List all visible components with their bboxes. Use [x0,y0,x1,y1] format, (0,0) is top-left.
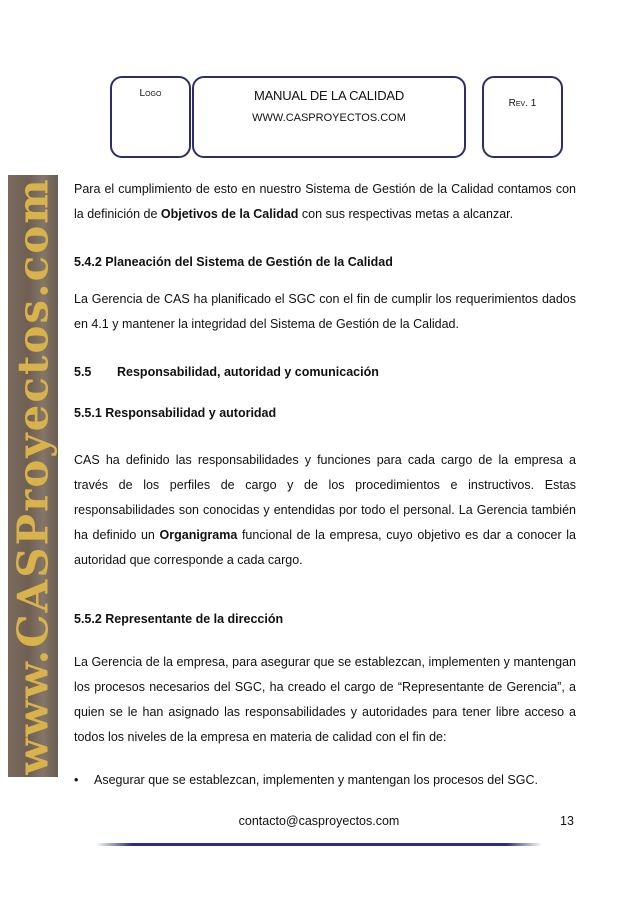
section-heading-5-5-1 [74,401,576,426]
revision-box [482,76,563,158]
heading-5-4-2: 5.4.2 Planeación del Sistema de Gestión de la Calidad [74,255,393,269]
paragraph-text: CAS ha definido las responsabilidades y funciones para cada cargo de la empresa a través de los perfiles de cargo y de los procedimientos e instructivos. Estas responsabilidades son conocidas y entendidas por todo el personal. La Gerencia también ha definido un [74,453,576,542]
paragraph-planeacion [74,287,576,337]
footer-divider [96,843,542,846]
bold-term-objetivos: Objetivos de la Calidad [160,207,299,221]
manual-title: MANUAL DE LA CALIDAD [253,88,405,103]
side-watermark-banner [8,175,58,777]
website-label: WWW.CASPROYECTOS.COM [252,112,406,124]
logo-label: Logo [139,88,162,99]
paragraph-text: con sus respectivas metas a alcanzar. [298,207,514,221]
heading-number: 5.5 [74,365,92,379]
footer-email: contacto@casproyectos.com [238,814,400,828]
bullet-list [74,768,576,793]
paragraph-representante [74,650,576,750]
paragraph-objetivos [74,177,576,227]
bold-term-organigrama: Organigrama [159,528,238,542]
bullet-icon: • [74,773,79,787]
section-heading-5-4-2 [74,250,576,275]
page-number: 13 [560,814,574,828]
heading-5-5: Responsabilidad, autoridad y comunicación [117,365,379,379]
heading-5-5-1: 5.5.1 Responsabilidad y autoridad [74,406,277,420]
heading-5-5-2: 5.5.2 Representante de la dirección [74,612,284,626]
paragraph-text: Para el cumplimiento de esto en nuestro Sistema de Gestión de la Calidad contamos con la definición de [74,182,576,221]
side-watermark-text: www.CASProyectos.com [8,177,58,775]
logo-box [110,76,191,158]
paragraph-responsabilidad [74,448,576,573]
paragraph-text: La Gerencia de CAS ha planificado el SGC con el fin de cumplir los requerimientos dados en 4.1 y mantener la integridad del Sistema de Gestión de la Calidad. [74,292,576,331]
revision-label: Rev. 1 [508,98,537,109]
paragraph-text: La Gerencia de la empresa, para asegurar que se establezcan, implementen y mantengan los procesos necesarios del SGC, ha creado el cargo de “Representante de Gerencia”, a quien se le han asignado las responsabilidades y autoridades para tener libre acceso a todos los niveles de la empresa en materia de calidad con el fin de: [74,655,576,744]
title-box [192,76,466,158]
list-item-text: Asegurar que se establezcan, implementen y mantengan los procesos del SGC. [94,773,538,787]
list-item [74,768,576,793]
paragraph-text: funcional de la empresa, cuyo objetivo es dar a conocer la autoridad que corresponde a cada cargo. [74,528,577,567]
section-heading-5-5-2 [74,607,576,632]
section-heading-5-5 [74,360,576,385]
